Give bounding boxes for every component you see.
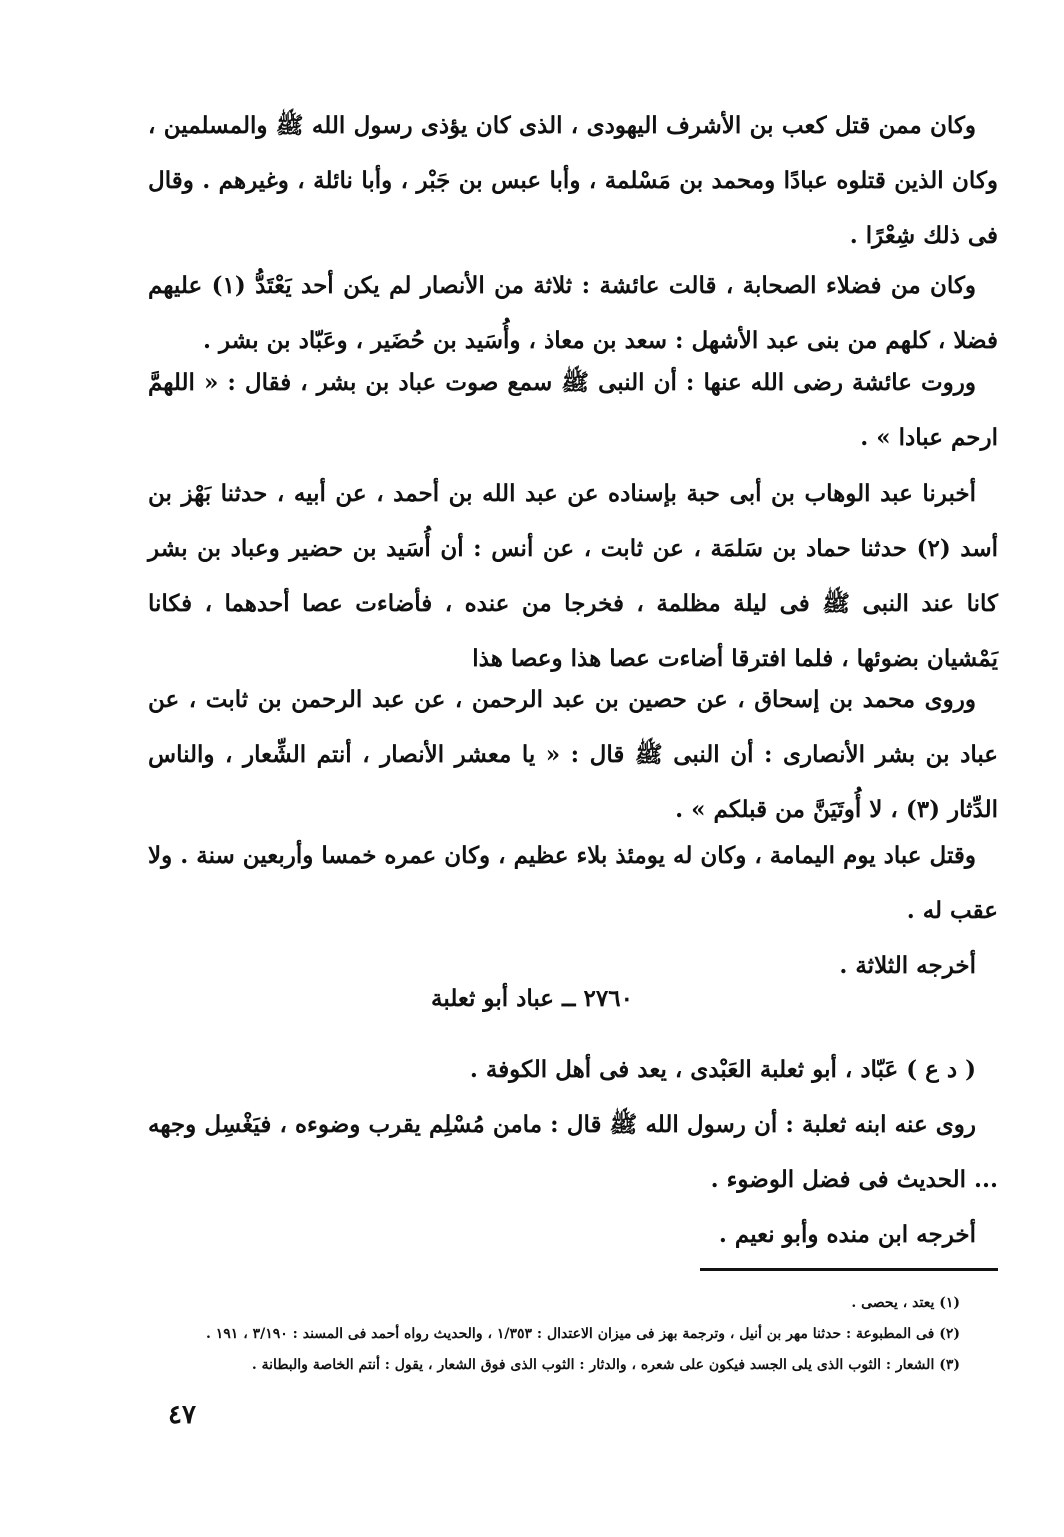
paragraph-text: روى عنه ابنه ثعلبة : أن رسول الله ﷺ قال : مامن مُسْلِم يقرب وضوءه ، فيَغْسِل وجهه ... الحديث فى فضل الوضوء . (148, 1111, 998, 1193)
entry-intro (148, 1042, 998, 1097)
entry-heading: ٢٧٦٠ ــ عباد أبو ثعلبة (431, 985, 633, 1012)
paragraph-wudu-hadith (148, 1097, 998, 1207)
footnote-1: (١) يعتد ، يحصى . (851, 1295, 960, 1311)
paragraph-aisha-narration (148, 355, 998, 465)
paragraph-ansar-hadith (148, 672, 998, 837)
paragraph-text: أخرجه الثلاثة . (839, 952, 976, 979)
footnote-2: (٢) فى المطبوعة : حدثنا مهر بن أنيل ، وترجمة بهز فى ميزان الاعتدال : ١/٣٥٣ ، والحديث رواه أحمد فى المسند : ٣/١٩٠ ، ١٩١ . (206, 1326, 960, 1342)
page-number: ٤٧ (168, 1400, 196, 1430)
paragraph-text: أخبرنا عبد الوهاب بن أبى حبة بإسناده عن عبد الله بن أحمد ، عن أبيه ، حدثنا بَهْز بن أسد (٢) حدثنا حماد بن سَلمَة ، عن ثابت ، عن أنس : أن أُسَيد بن حضير وعباد بن بشر كانا عند النبى ﷺ فى ليلة مظلمة ، فخرجا من عنده ، فأضاءت عصا أحدهما ، فكانا يَمْشيان بضوئها ، فلما افترقا أضاءت عصا هذا وعصا هذا (148, 480, 998, 672)
paragraph-yamama (148, 828, 998, 938)
paragraph-text: أخرجه ابن منده وأبو نعيم . (718, 1221, 976, 1248)
paragraph-attribution-2 (148, 1207, 998, 1262)
paragraph-text: ( د ع ) عَبّاد ، أبو ثعلبة العَبْدى ، يعد فى أهل الكوفة . (469, 1056, 976, 1083)
footnotes (140, 1288, 960, 1381)
paragraph-text: وروى محمد بن إسحاق ، عن حصين بن عبد الرحمن ، عن عبد الرحمن بن ثابت ، عن عباد بن بشر الأنصارى : أن النبى ﷺ قال : « يا معشر الأنصار ، أنتم الشِّعار ، والناس الدِّثار (٣) ، لا أُوتَيَنَّ من قبلكم » . (148, 686, 998, 823)
paragraph-text: وقتل عباد يوم اليمامة ، وكان له يومئذ بلاء عظيم ، وكان عمره خمسا وأربعين سنة . ولا عقب له . (148, 842, 998, 924)
paragraph-text: وروت عائشة رضى الله عنها : أن النبى ﷺ سمع صوت عباد بن بشر ، فقال : « اللهمَّ ارحم عبادا » . (148, 369, 998, 451)
footnote-3: (٣) الشعار : الثوب الذى يلى الجسد فيكون على شعره ، والدثار : الثوب الذى فوق الشعار ، يقول : أنتم الخاصة والبطانة . (251, 1357, 960, 1373)
paragraph-companions-virtue (148, 258, 998, 368)
paragraph-text: وكان ممن قتل كعب بن الأشرف اليهودى ، الذى كان يؤذى رسول الله ﷺ والمسلمين ، وكان الذين قتلوه عبادًا ومحمد بن مَسْلمة ، وأبا عبس بن جَبْر ، وأبا نائلة ، وغيرهم . وقال فى ذلك شِعْرًا . (148, 112, 998, 249)
paragraph-isnad-hadith (148, 466, 998, 686)
footnote-divider (700, 1268, 998, 1271)
paragraph-kab-ibn-al-ashraf (148, 98, 998, 263)
paragraph-text: وكان من فضلاء الصحابة ، قالت عائشة : ثلاثة من الأنصار لم يكن أحد يَعْتَدُّ (١) عليهم فضلا ، كلهم من بنى عبد الأشهل : سعد بن معاذ ، وأُسَيد بن حُضَير ، وعَبّاد بن بشر . (148, 272, 998, 354)
